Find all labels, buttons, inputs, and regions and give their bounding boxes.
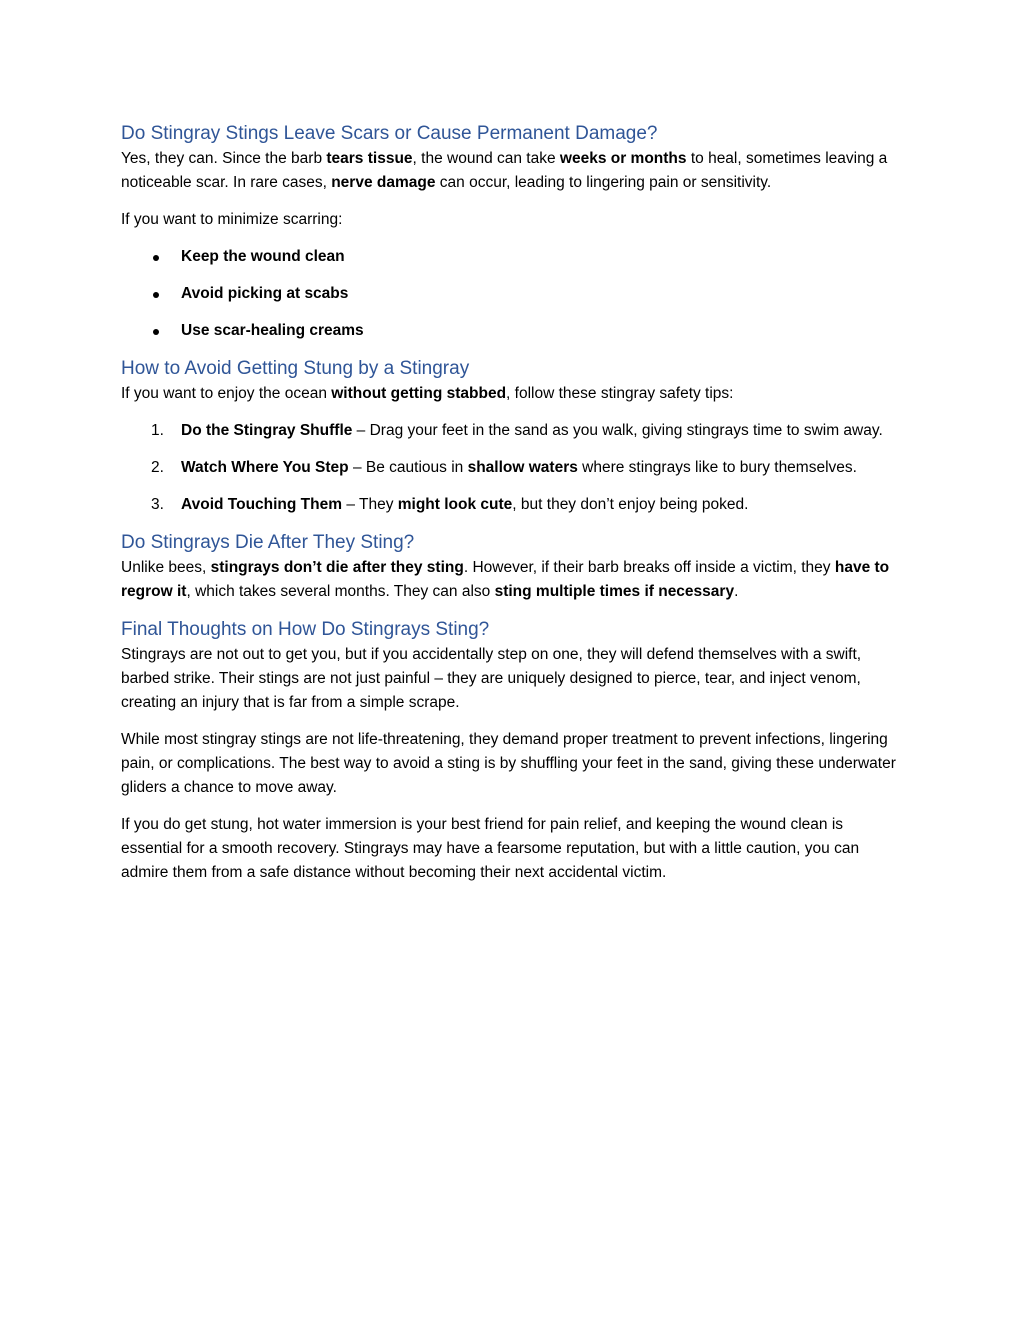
text-run: – Be cautious in xyxy=(348,459,468,476)
text-run: . xyxy=(734,583,739,600)
bullet-icon xyxy=(153,292,159,298)
text-run: Yes, they can. Since the barb xyxy=(121,150,327,167)
text-run: where stingrays like to bury themselves. xyxy=(577,459,857,476)
text-run: – Drag your feet in the sand as you walk, giving stingrays time to swim away. xyxy=(352,422,883,439)
heading-final-thoughts: Final Thoughts on How Do Stingrays Sting? xyxy=(121,619,490,640)
list-item-text: Keep the wound clean xyxy=(181,248,345,265)
bullet-list-scarring xyxy=(121,245,904,343)
text-run: , but they don’t enjoy being poked. xyxy=(512,496,749,513)
list-item-text: Use scar-healing creams xyxy=(181,322,364,339)
bold-run: weeks or months xyxy=(559,150,687,167)
heading-scars: Do Stingray Stings Leave Scars or Cause Permanent Damage? xyxy=(121,123,658,144)
bold-run: without getting stabbed xyxy=(331,385,507,402)
list-item xyxy=(121,319,904,343)
text-run: to heal, sometimes leaving a noticeable scar. In rare cases, xyxy=(121,150,888,191)
heading-die-after-sting: Do Stingrays Die After They Sting? xyxy=(121,532,415,553)
paragraph-final-1: Stingrays are not out to get you, but if you accidentally step on one, they will defend themselves with a swift, barbed strike. Their stings are not just painful – they are uniquely designed to pierce, tear, and inject venom, creating an injury that is far from a simple scrape. xyxy=(121,646,862,711)
section-avoid-stings xyxy=(121,356,904,517)
list-item xyxy=(121,282,904,306)
numbered-list-tips xyxy=(121,419,904,517)
paragraph-avoid-intro xyxy=(121,382,904,406)
list-number: 1. xyxy=(151,422,164,439)
paragraph-scars-intro xyxy=(121,147,904,195)
bold-run: nerve damage xyxy=(331,174,436,191)
text-run: , follow these stingray safety tips: xyxy=(506,385,734,402)
section-final-thoughts xyxy=(121,617,904,885)
text-run: , which takes several months. They can also xyxy=(186,583,495,600)
paragraph-final-3: If you do get stung, hot water immersion is your best friend for pain relief, and keeping the wound clean is essential for a smooth recovery. Stingrays may have a fearsome reputation, but with a little caution, you can admire them from a safe distance without becoming their next accidental victim. xyxy=(121,816,860,881)
bold-run: Do the Stingray Shuffle xyxy=(181,422,353,439)
bold-run: stingrays don’t die after they sting xyxy=(210,559,464,576)
bold-run: might look cute xyxy=(397,496,513,513)
bold-run: Watch Where You Step xyxy=(181,459,349,476)
text-run: If you want to enjoy the ocean xyxy=(121,385,332,402)
text-run: , the wound can take xyxy=(412,150,560,167)
paragraph-minimize-scarring: If you want to minimize scarring: xyxy=(121,211,343,228)
list-item xyxy=(121,245,904,269)
section-die-after-sting xyxy=(121,530,904,604)
list-number: 2. xyxy=(151,459,164,476)
bold-run: Avoid Touching Them xyxy=(181,496,343,513)
list-item xyxy=(121,456,904,480)
bold-run: sting multiple times if necessary xyxy=(494,583,735,600)
bullet-icon xyxy=(153,255,159,261)
text-run: – They xyxy=(342,496,398,513)
list-item xyxy=(121,493,904,517)
bullet-icon xyxy=(153,329,159,335)
bold-run: shallow waters xyxy=(467,459,578,476)
paragraph-final-2: While most stingray stings are not life-threatening, they demand proper treatment to prevent infections, lingering pain, or complications. The best way to avoid a sting is by shuffling your feet in the sand, giving these underwater gliders a chance to move away. xyxy=(121,731,896,796)
paragraph-die-after-sting xyxy=(121,556,904,604)
list-item xyxy=(121,419,904,443)
bold-run: have to regrow it xyxy=(121,559,890,600)
heading-avoid-stings: How to Avoid Getting Stung by a Stingray xyxy=(121,358,470,379)
text-run: Unlike bees, xyxy=(121,559,211,576)
list-item-text: Avoid picking at scabs xyxy=(181,285,349,302)
section-scars xyxy=(121,121,904,343)
list-number: 3. xyxy=(151,496,164,513)
text-run: can occur, leading to lingering pain or sensitivity. xyxy=(435,174,772,191)
bold-run: tears tissue xyxy=(326,150,413,167)
text-run: . However, if their barb breaks off inside a victim, they xyxy=(463,559,835,576)
